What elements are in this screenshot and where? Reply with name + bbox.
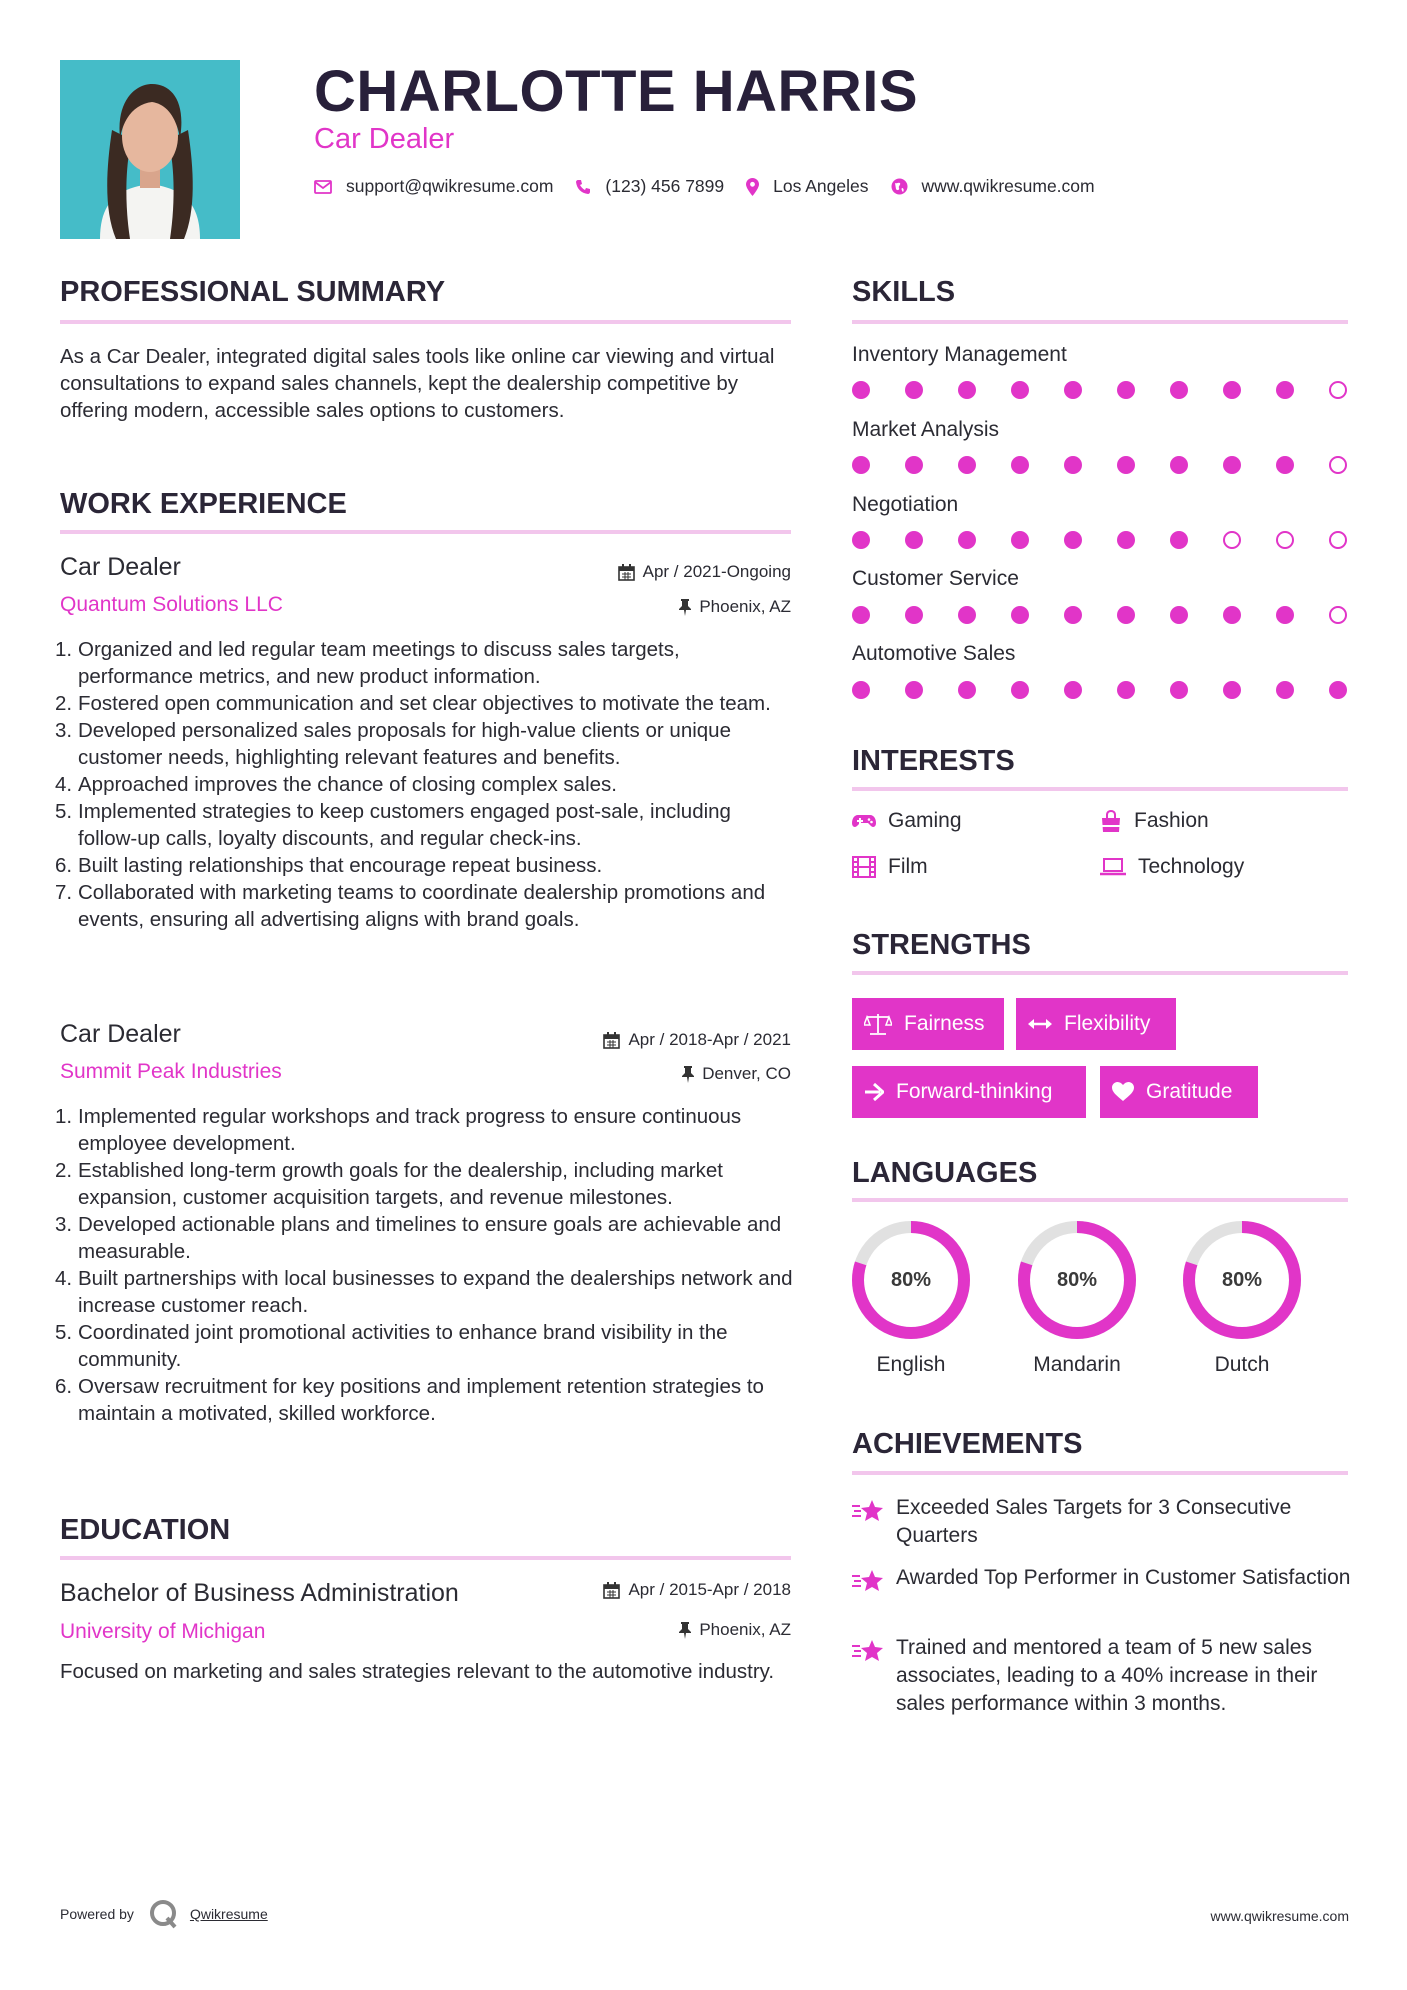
shopping-bag-icon	[1100, 810, 1122, 832]
language-name: Mandarin	[1033, 1353, 1121, 1376]
interest-fashion	[1100, 809, 1209, 833]
education-school: University of Michigan	[60, 1620, 266, 1643]
job-1-title: Car Dealer	[60, 553, 181, 581]
achievements-divider	[852, 1471, 1348, 1475]
list-item: 1. Implemented regular workshops and track progress to ensure continuous employee development.	[55, 1105, 742, 1155]
language-percent: 80%	[1056, 1268, 1098, 1291]
achievement-text: Trained and mentored a team of 5 new sales associates, leading to a 40% increase in their sales performance within 3 months.	[896, 1636, 1318, 1715]
shooting-star-icon	[852, 1568, 884, 1594]
strength-flexibility	[1016, 998, 1176, 1050]
strength-label: Gratitude	[1146, 1080, 1233, 1103]
skill-dot-filled	[1170, 456, 1188, 474]
languages-heading: LANGUAGES	[852, 1157, 1038, 1189]
experience-heading: WORK EXPERIENCE	[60, 488, 347, 520]
skill-rating	[852, 606, 1348, 626]
skill-dot-empty	[1329, 531, 1347, 549]
arrow-right-icon	[864, 1083, 884, 1101]
education-location	[679, 1620, 791, 1640]
skill-dot-filled	[905, 456, 923, 474]
contact-email-text: support@qwikresume.com	[346, 176, 554, 196]
education-location-text: Phoenix, AZ	[699, 1620, 791, 1639]
language-percent: 80%	[1221, 1268, 1263, 1291]
interest-label: Gaming	[888, 809, 962, 832]
skill-dot-filled	[1223, 606, 1241, 624]
language-mandarin	[1016, 1219, 1138, 1376]
strength-forward-thinking	[852, 1066, 1086, 1118]
job-2-title: Car Dealer	[60, 1020, 181, 1048]
skill-dot-filled	[1011, 381, 1029, 399]
achievement-item	[852, 1494, 1352, 1550]
skill-dot-filled	[1170, 681, 1188, 699]
skill-dot-filled	[1011, 531, 1029, 549]
candidate-title: Car Dealer	[314, 123, 455, 155]
skill-dot-filled	[958, 606, 976, 624]
skills-divider	[852, 320, 1348, 324]
skill-dot-filled	[1276, 456, 1294, 474]
qwikresume-logo-icon	[148, 1898, 180, 1930]
skill-dot-filled	[1064, 606, 1082, 624]
double-arrow-icon	[1028, 1018, 1052, 1030]
skill-dot-filled	[905, 381, 923, 399]
languages-divider	[852, 1198, 1348, 1202]
list-item: 5. Implemented strategies to keep customers engaged post-sale, including follow-up calls, loyalty discounts, and regular check-ins.	[55, 800, 731, 850]
skill-label: Market Analysis	[852, 418, 1000, 441]
education-heading: EDUCATION	[60, 1514, 231, 1546]
skill-dot-filled	[852, 681, 870, 699]
skill-label: Customer Service	[852, 567, 1019, 590]
job-1-dates-text: Apr / 2021-Ongoing	[642, 562, 791, 581]
skill-dot-filled	[1117, 381, 1135, 399]
interest-label: Technology	[1138, 855, 1245, 878]
contact-location	[746, 176, 868, 197]
skill-dot-filled	[1117, 531, 1135, 549]
skill-dot-filled	[1064, 456, 1082, 474]
skill-dot-filled	[905, 606, 923, 624]
language-percent: 80%	[890, 1268, 932, 1291]
skill-rating	[852, 456, 1348, 476]
interest-label: Film	[888, 855, 928, 878]
strength-gratitude	[1100, 1066, 1258, 1118]
skill-dot-filled	[1064, 381, 1082, 399]
profile-photo	[60, 60, 240, 239]
shooting-star-icon	[852, 1498, 884, 1524]
list-item: 2. Fostered open communication and set clear objectives to motivate the team.	[55, 692, 771, 715]
list-item: 4. Approached improves the chance of closing complex sales.	[55, 773, 617, 796]
list-item: 3. Developed actionable plans and timelines to ensure goals are achievable and measurable.	[55, 1213, 782, 1263]
skill-dot-filled	[1223, 456, 1241, 474]
job-1-location-text: Phoenix, AZ	[699, 597, 791, 616]
contact-phone[interactable]	[575, 176, 724, 197]
job-2-location	[682, 1064, 791, 1084]
list-item: 2. Established long-term growth goals for the dealership, including market expansion, customer acquisition targets, and revenue milestones.	[55, 1159, 723, 1209]
skill-dot-filled	[1011, 606, 1029, 624]
envelope-icon	[314, 180, 332, 194]
strength-fairness	[852, 998, 1004, 1050]
language-english	[850, 1219, 972, 1376]
language-dutch	[1181, 1219, 1303, 1376]
gamepad-icon	[852, 813, 876, 829]
achievements-heading: ACHIEVEMENTS	[852, 1428, 1083, 1460]
achievement-text: Exceeded Sales Targets for 3 Consecutive Quarters	[896, 1496, 1292, 1547]
interests-divider	[852, 787, 1348, 791]
skill-dot-filled	[1117, 681, 1135, 699]
skill-dot-filled	[852, 531, 870, 549]
skill-dot-filled	[1170, 531, 1188, 549]
summary-text: As a Car Dealer, integrated digital sales tools like online car viewing and virtual consultations to expand sales channels, kept the dealership competitive by offering modern, accessible sales options to customers.	[60, 345, 775, 422]
skill-dot-empty	[1329, 381, 1347, 399]
powered-by-text: Powered by	[60, 1906, 134, 1922]
skill-label: Negotiation	[852, 493, 959, 516]
education-dates-text: Apr / 2015-Apr / 2018	[628, 1580, 791, 1599]
pushpin-icon	[679, 599, 691, 616]
list-item: 7. Collaborated with marketing teams to coordinate dealership promotions and events, ensuring all advertising aligns with brand goals.	[55, 881, 766, 931]
skill-dot-filled	[905, 531, 923, 549]
interest-technology	[1100, 855, 1244, 879]
contact-location-text: Los Angeles	[773, 176, 869, 196]
skill-dot-filled	[1276, 381, 1294, 399]
calendar-icon	[603, 1032, 620, 1049]
skill-dot-filled	[1329, 681, 1347, 699]
contact-phone-text: (123) 456 7899	[605, 176, 725, 196]
pushpin-icon	[679, 1622, 691, 1639]
footer-brand-link[interactable]: Qwikresume	[189, 1906, 268, 1922]
summary-heading: PROFESSIONAL SUMMARY	[60, 276, 446, 308]
skill-dot-filled	[1223, 681, 1241, 699]
strengths-heading: STRENGTHS	[852, 929, 1031, 961]
skills-heading: SKILLS	[852, 276, 956, 308]
language-name: English	[876, 1353, 946, 1376]
footer-website[interactable]: www.qwikresume.com	[1210, 1908, 1349, 1924]
skill-dot-filled	[958, 681, 976, 699]
calendar-icon	[618, 564, 635, 581]
job-1-dates	[618, 562, 791, 582]
skill-dot-filled	[1170, 381, 1188, 399]
skill-dot-filled	[1064, 681, 1082, 699]
pushpin-icon	[682, 1066, 694, 1083]
list-item: 1. Organized and led regular team meetings to discuss sales targets, performance metrics, and new product information.	[55, 638, 680, 688]
candidate-name: CHARLOTTE HARRIS	[314, 59, 919, 124]
list-item: 5. Coordinated joint promotional activities to enhance brand visibility in the community.	[55, 1321, 728, 1371]
interest-label: Fashion	[1134, 809, 1209, 832]
achievement-item	[852, 1564, 1352, 1592]
strength-label: Fairness	[904, 1012, 985, 1035]
job-2-dates-text: Apr / 2018-Apr / 2021	[628, 1030, 791, 1049]
list-item: 6. Oversaw recruitment for key positions and implement retention strategies to maintain a motivated, skilled workforce.	[55, 1375, 764, 1425]
laptop-icon	[1100, 858, 1126, 876]
job-2-location-text: Denver, CO	[702, 1064, 791, 1083]
education-description: Focused on marketing and sales strategies relevant to the automotive industry.	[60, 1660, 775, 1683]
education-dates	[603, 1580, 791, 1600]
job-2-bullets	[55, 1103, 795, 1427]
balance-scale-icon	[864, 1013, 892, 1035]
education-degree: Bachelor of Business Administration	[60, 1579, 459, 1607]
heart-icon	[1112, 1082, 1134, 1102]
job-1-company: Quantum Solutions LLC	[60, 593, 283, 616]
job-2-dates	[603, 1030, 791, 1050]
achievement-item	[852, 1634, 1352, 1718]
skill-dot-empty	[1276, 531, 1294, 549]
skill-dot-filled	[852, 381, 870, 399]
skill-dot-filled	[1117, 456, 1135, 474]
list-item: 3. Developed personalized sales proposals for high-value clients or unique customer needs, highlighting relevant features and benefits.	[55, 719, 731, 769]
skill-dot-filled	[958, 456, 976, 474]
job-1-bullets	[55, 636, 795, 933]
skill-dot-filled	[958, 531, 976, 549]
skill-dot-empty	[1329, 606, 1347, 624]
film-icon	[852, 856, 876, 878]
education-divider	[60, 1556, 791, 1560]
skill-rating	[852, 381, 1348, 401]
achievement-text: Awarded Top Performer in Customer Satisfaction	[896, 1566, 1351, 1589]
calendar-icon	[603, 1582, 620, 1599]
skill-dot-filled	[905, 681, 923, 699]
skill-dot-filled	[1276, 681, 1294, 699]
contact-website[interactable]	[891, 176, 1095, 197]
skill-dot-filled	[1064, 531, 1082, 549]
shooting-star-icon	[852, 1638, 884, 1664]
skill-dot-empty	[1329, 456, 1347, 474]
job-2-company: Summit Peak Industries	[60, 1060, 282, 1083]
job-1-location	[679, 597, 791, 617]
contact-email[interactable]	[314, 176, 553, 197]
skill-rating	[852, 531, 1348, 551]
interest-film	[852, 855, 928, 879]
skill-dot-filled	[852, 456, 870, 474]
skill-dot-filled	[852, 606, 870, 624]
footer-powered-by	[60, 1898, 268, 1930]
skill-dot-filled	[1117, 606, 1135, 624]
skill-dot-empty	[1223, 531, 1241, 549]
phone-icon	[575, 179, 591, 195]
globe-icon	[891, 178, 908, 195]
strengths-divider	[852, 971, 1348, 975]
map-pin-icon	[746, 178, 759, 196]
skill-dot-filled	[1011, 456, 1029, 474]
skill-rating	[852, 681, 1348, 701]
interest-gaming	[852, 809, 962, 833]
strength-label: Flexibility	[1064, 1012, 1151, 1035]
experience-divider	[60, 530, 791, 534]
contact-website-text: www.qwikresume.com	[921, 176, 1095, 196]
skill-dot-filled	[1223, 381, 1241, 399]
skill-label: Inventory Management	[852, 343, 1067, 366]
skill-label: Automotive Sales	[852, 642, 1016, 665]
language-name: Dutch	[1214, 1353, 1270, 1376]
strength-label: Forward-thinking	[896, 1080, 1053, 1103]
skill-dot-filled	[958, 381, 976, 399]
interests-heading: INTERESTS	[852, 745, 1015, 777]
list-item: 6. Built lasting relationships that encourage repeat business.	[55, 854, 603, 877]
contact-bar	[314, 176, 1117, 197]
skill-dot-filled	[1170, 606, 1188, 624]
skill-dot-filled	[1276, 606, 1294, 624]
summary-divider	[60, 320, 791, 324]
skill-dot-filled	[1011, 681, 1029, 699]
list-item: 4. Built partnerships with local businesses to expand the dealerships network and increase customer reach.	[55, 1267, 793, 1317]
